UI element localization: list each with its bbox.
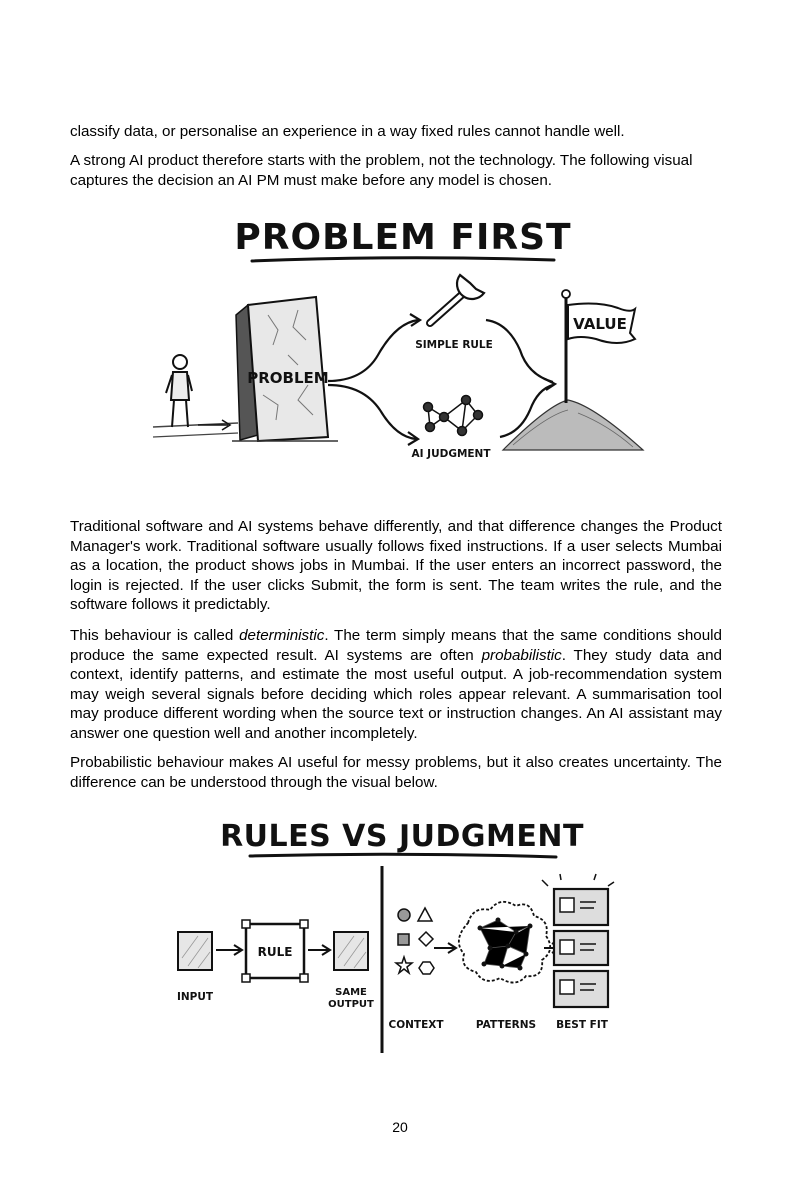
page-number: 20 <box>392 1119 408 1135</box>
p3-text-2: . The term simply means that the same conditions should produce the same expected result. AI systems are often <box>70 627 723 664</box>
patterns-label: PATTERNS <box>475 1019 537 1031</box>
paragraph-problem-first-intro: A strong AI product therefore starts with the problem, not the technology. The following visual captures the decision an AI PM must make before any model is chosen. <box>70 152 693 189</box>
value-flag-icon <box>503 290 643 450</box>
ai-judgment-label: AI JUDGMENT <box>411 448 491 460</box>
figure2-title: RULES VS JUDGMENT <box>220 819 584 854</box>
arrow-rule-to-value <box>486 320 553 382</box>
p3-text-3: . They study data and context, identify patterns, and estimate the most useful output. A job-recommendation system may weigh several signals before deciding which roles appear relevant. A summarisation tool may produce different wording when the source text or instruction changes. An AI assistant may answer one question well and another incompletely. <box>70 646 722 742</box>
problem-first-illustration <box>148 205 648 490</box>
figure1-title: PROBLEM FIRST <box>234 217 572 258</box>
best-fit-cards-icon <box>542 874 614 1007</box>
p3-text-1: This behaviour is called <box>70 627 240 644</box>
wrench-icon <box>430 275 484 323</box>
paragraph-deterministic-probabilistic <box>70 626 722 744</box>
network-nodes-icon <box>424 396 483 436</box>
figure-problem-first <box>148 205 648 490</box>
paragraph-traditional-software: Traditional software and AI systems behave differently, and that difference changes the Product Manager's work. Traditional software usually follows fixed instructions. If a user selects Mumbai as a location, the product shows jobs in Mumbai. If the user enters an incorrect password, the login is rejected. If the user clicks Submit, the form is sent. The team writes the rule, and the software follows it predictably. <box>70 518 722 614</box>
input-label: INPUT <box>176 991 214 1003</box>
input-box-icon <box>178 932 212 970</box>
flag-label: VALUE <box>573 315 627 333</box>
rules-vs-judgment-illustration <box>168 808 628 1063</box>
arrow-to-ai-judgment <box>328 385 416 439</box>
wall-label: PROBLEM <box>247 369 329 387</box>
term-deterministic: deterministic <box>239 627 325 644</box>
person-figure-icon <box>166 355 192 427</box>
term-probabilistic: probabilistic <box>481 646 562 664</box>
context-shapes-icon <box>396 908 434 974</box>
simple-rule-label: SIMPLE RULE <box>415 339 493 351</box>
same-output-label-line2: OUTPUT <box>328 999 374 1010</box>
context-label: CONTEXT <box>388 1019 444 1031</box>
rule-label: RULE <box>257 945 293 959</box>
arrow-to-simple-rule <box>328 320 418 381</box>
pattern-cloud-icon <box>459 902 550 983</box>
best-fit-label: BEST FIT <box>556 1019 608 1031</box>
paragraph-probabilistic-uncertainty: Probabilistic behaviour makes AI useful for messy problems, but it also creates uncertainty. The difference can be understood through the visual below. <box>70 754 722 791</box>
same-output-label-line1: SAME <box>335 987 367 998</box>
output-box-icon <box>334 932 368 970</box>
paragraph-continuation: classify data, or personalise an experience in a way fixed rules cannot handle well. <box>70 123 625 140</box>
problem-wall-icon <box>232 297 338 441</box>
figure-rules-vs-judgment <box>168 808 628 1063</box>
